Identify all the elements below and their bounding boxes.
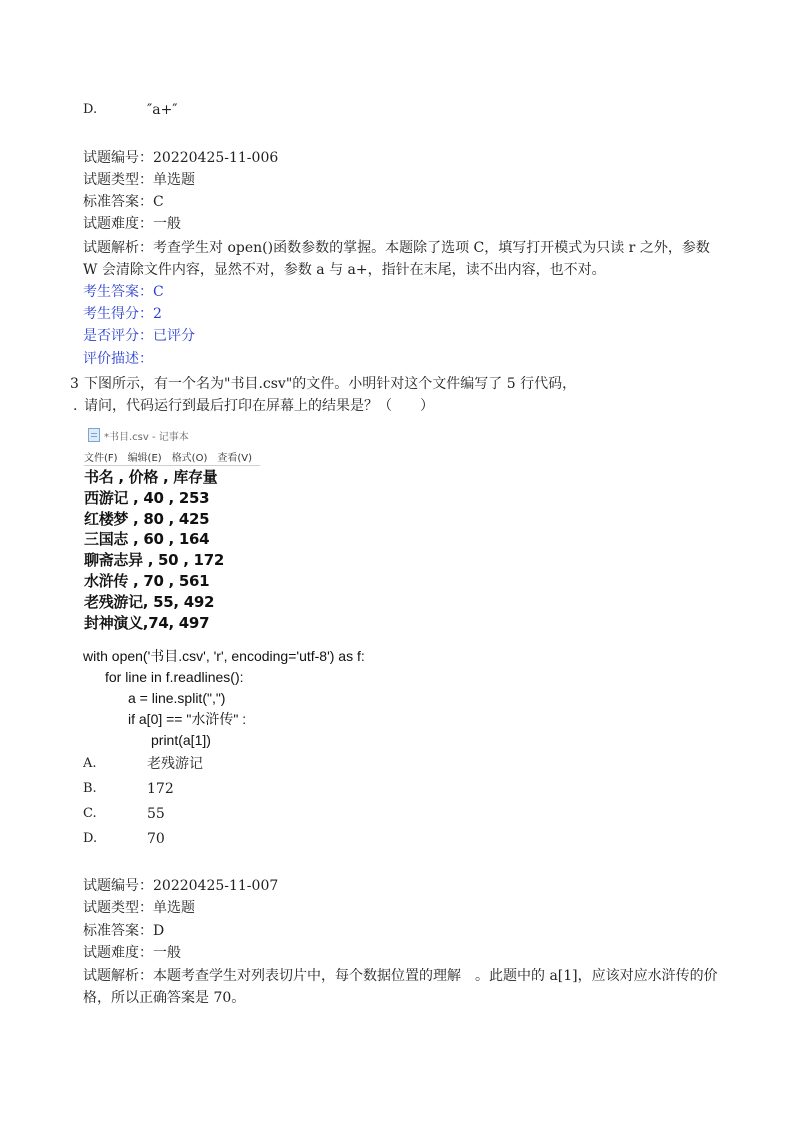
option-d-text: ″a+″ <box>147 102 178 118</box>
standard-answer: 标准答案：D <box>83 923 165 939</box>
code-line: a = line.split(",") <box>128 690 226 706</box>
menu-view: 查看(V) <box>217 452 253 464</box>
question-id: 试题编号：20220425-11-006 <box>83 150 279 166</box>
menu-file: 文件(F) <box>84 452 118 464</box>
option-c-letter: C. <box>83 806 97 821</box>
question-type: 试题类型：单选题 <box>83 172 195 188</box>
option-a-letter: A. <box>83 756 97 771</box>
option-b-text: 172 <box>147 781 174 797</box>
option-b-letter: B. <box>83 781 97 796</box>
evaluation-description: 评价描述： <box>83 351 153 367</box>
option-c-text: 55 <box>147 806 165 822</box>
menu-edit: 编辑(E) <box>127 452 162 464</box>
notepad-title: *书目.csv - 记事本 <box>104 431 189 443</box>
standard-answer: 标准答案：C <box>83 194 164 210</box>
code-line: for line in f.readlines(): <box>105 669 244 685</box>
question-stem-line1: 下图所示，有一个名为"书目.csv"的文件。小明针对这个文件编写了 5 行代码， <box>84 376 577 392</box>
csv-line: 老残游记, 55, 492 <box>84 592 215 611</box>
csv-line: 封神演义,74, 497 <box>84 613 210 632</box>
csv-line: 三国志 , 60 , 164 <box>84 530 210 549</box>
option-d-text: 70 <box>147 831 165 847</box>
csv-line: 红楼梦 , 80 , 425 <box>84 509 210 528</box>
question-analysis: 试题解析：本题考查学生对列表切片中，每个数据位置的理解 。此题中的 a[1]，应该对应水浒传的价格，所以正确答案是 70。 <box>83 968 718 1006</box>
option-d-letter: D. <box>83 102 98 117</box>
code-line: with open('书目.csv', 'r', encoding='utf-8') as f: <box>83 648 365 664</box>
question-difficulty: 试题难度：一般 <box>83 216 181 232</box>
notepad-titlebar <box>88 426 189 444</box>
menu-format: 格式(O) <box>171 452 208 464</box>
question-stem-line2: 请问，代码运行到最后打印在屏幕上的结果是？（ ） <box>84 398 434 414</box>
grading-status: 是否评分：已评分 <box>83 328 195 344</box>
question-stem-prefix: . <box>73 398 78 414</box>
question-type: 试题类型：单选题 <box>83 900 195 916</box>
question-difficulty: 试题难度：一般 <box>83 945 181 961</box>
notepad-icon <box>88 428 100 442</box>
question-analysis: 试题解析：考查学生对 open()函数参数的掌握。本题除了选项 C，填写打开模式为只读 r 之外，参数 W 会清除文件内容，显然不对，参数 a 与 a+，指针在末尾，读不出内容，也不对。 <box>83 240 710 278</box>
option-d-letter: D. <box>83 831 98 846</box>
question-number: 3 <box>70 376 79 392</box>
code-line: if a[0] == "水浒传" : <box>128 711 247 727</box>
option-a-text: 老残游记 <box>147 756 203 772</box>
csv-line: 西游记 , 40 , 253 <box>84 488 210 507</box>
notepad-content <box>84 467 224 633</box>
csv-line: 水浒传 , 70 , 561 <box>84 571 210 590</box>
student-answer: 考生答案：C <box>83 284 164 300</box>
question-id: 试题编号：20220425-11-007 <box>83 878 279 894</box>
csv-line: 书名 , 价格 , 库存量 <box>84 468 218 486</box>
code-line: print(a[1]) <box>151 732 211 748</box>
csv-line: 聊斋志异 , 50 , 172 <box>84 551 224 570</box>
notepad-menubar <box>84 447 260 466</box>
student-score: 考生得分：2 <box>83 306 162 322</box>
